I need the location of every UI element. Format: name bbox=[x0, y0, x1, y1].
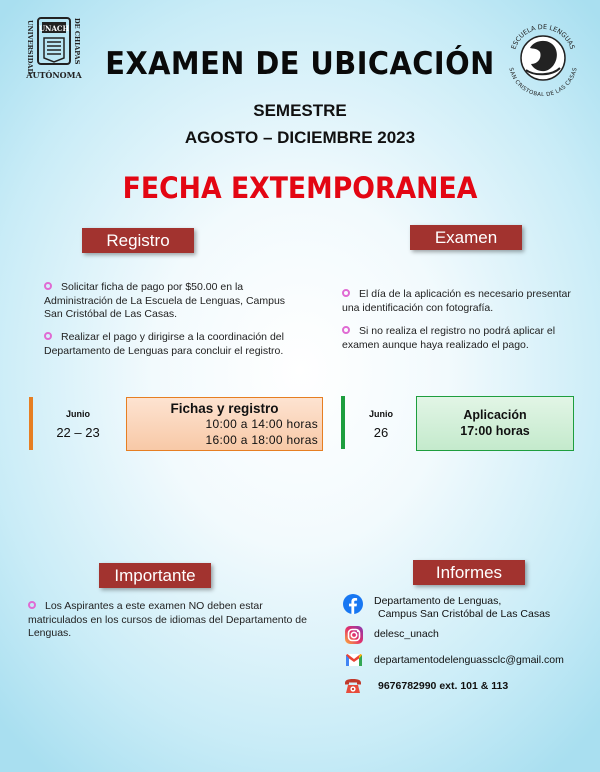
lenguas-logo-top-text: ESCUELA DE LENGUAS bbox=[509, 22, 577, 51]
facebook-line-2: Campus San Cristóbal de Las Casas bbox=[378, 608, 551, 620]
facebook-contact[interactable] bbox=[374, 595, 584, 621]
unach-logo-right-text: DE CHIAPAS bbox=[73, 18, 81, 65]
telephone-icon[interactable] bbox=[343, 676, 363, 696]
registro-item-text: Solicitar ficha de pago por $50.00 en la Administración de La Escuela de Lenguas, Campus San Cristóbal de Las Casas. bbox=[44, 281, 286, 320]
registro-heading: Registro bbox=[82, 228, 194, 253]
extemporaneous-notice: FECHA EXTEMPORANEA bbox=[122, 171, 478, 205]
fichas-time-morning: 10:00 a 14:00 horas bbox=[205, 417, 318, 431]
semester-label: SEMESTRE bbox=[253, 101, 347, 120]
aplicacion-date bbox=[360, 409, 402, 440]
facebook-line-1: Departamento de Lenguas, bbox=[374, 595, 502, 607]
registro-item bbox=[44, 331, 292, 358]
aplicacion-title: Aplicación bbox=[463, 408, 527, 422]
importante-item bbox=[28, 600, 318, 641]
bullet-icon bbox=[44, 282, 52, 290]
registro-item-text: Realizar el pago y dirigirse a la coordinación del Departamento de Lenguas para concluir el registro. bbox=[44, 331, 284, 357]
fichas-accent-bar bbox=[29, 397, 33, 450]
unach-logo-left-text: UNIVERSIDAD bbox=[26, 20, 34, 75]
instagram-handle[interactable]: delesc_unach bbox=[374, 628, 439, 640]
importante-item-text: Los Aspirantes a este examen NO deben estar matriculados en los cursos de idiomas del Departamento de Lenguas. bbox=[28, 600, 307, 639]
importante-heading: Importante bbox=[99, 563, 211, 588]
gmail-icon[interactable] bbox=[344, 650, 364, 670]
bullet-icon bbox=[342, 289, 350, 297]
unach-logo-top-text: UNACH bbox=[38, 24, 70, 33]
page-title: EXAMEN DE UBICACIÓN bbox=[105, 46, 495, 82]
email-address[interactable]: departamentodelenguassclc@gmail.com bbox=[374, 654, 564, 666]
aplicacion-accent-bar bbox=[341, 396, 345, 449]
informes-heading: Informes bbox=[413, 560, 525, 585]
aplicacion-month: Junio bbox=[369, 409, 393, 419]
examen-item-text: Si no realiza el registro no podrá aplicar el examen aunque haya realizado el pago. bbox=[342, 325, 556, 351]
bullet-icon bbox=[44, 332, 52, 340]
fichas-days: 22 – 23 bbox=[56, 425, 100, 440]
aplicacion-day: 26 bbox=[373, 425, 389, 440]
instagram-icon[interactable] bbox=[344, 625, 364, 645]
semester-period: AGOSTO – DICIEMBRE 2023 bbox=[184, 128, 416, 147]
fichas-month: Junio bbox=[66, 409, 90, 419]
examen-item-text: El día de la aplicación es necesario presentar una identificación con fotografía. bbox=[342, 288, 571, 314]
fichas-time-afternoon: 16:00 a 18:00 horas bbox=[205, 433, 318, 447]
examen-heading: Examen bbox=[410, 225, 522, 250]
unach-logo-bottom-text: AUTÓNOMA bbox=[26, 70, 82, 80]
examen-item bbox=[342, 325, 582, 352]
examen-item bbox=[342, 288, 582, 315]
fichas-schedule-box bbox=[126, 397, 323, 451]
aplicacion-schedule-box bbox=[416, 396, 574, 451]
fichas-date bbox=[50, 409, 106, 440]
aplicacion-time: 17:00 horas bbox=[460, 424, 530, 438]
registro-item bbox=[44, 281, 289, 322]
bullet-icon bbox=[28, 601, 36, 609]
fichas-title: Fichas y registro bbox=[170, 401, 279, 416]
lenguas-logo-bottom-text: SAN CRISTOBAL DE LAS CASAS bbox=[507, 67, 579, 96]
phone-number[interactable]: 9676782990 ext. 101 & 113 bbox=[378, 680, 509, 692]
facebook-icon[interactable] bbox=[343, 594, 363, 614]
bullet-icon bbox=[342, 326, 350, 334]
